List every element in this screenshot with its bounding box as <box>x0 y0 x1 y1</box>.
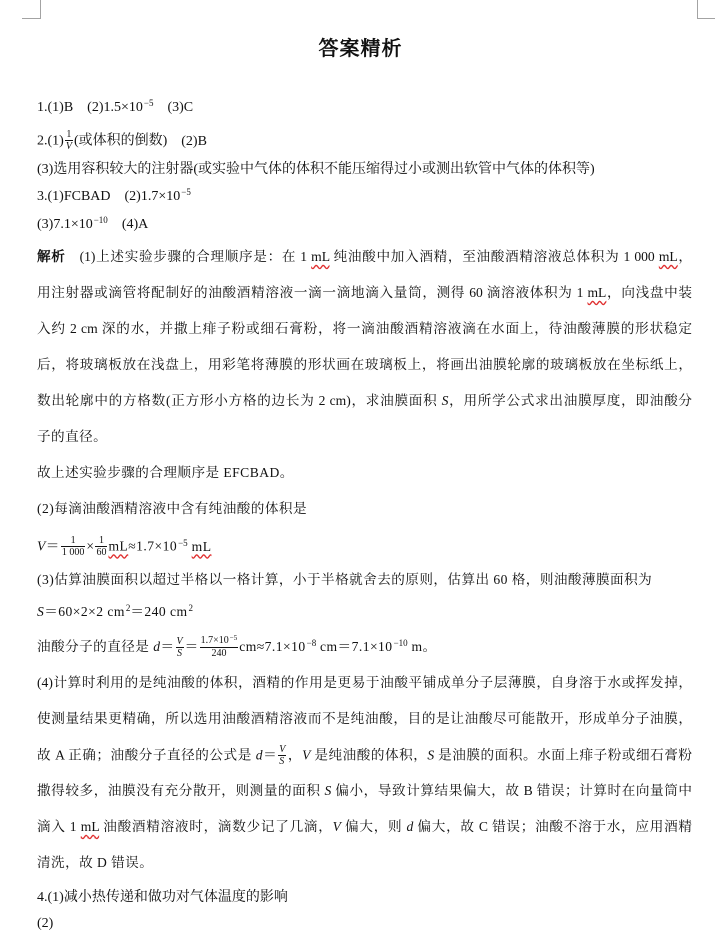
exponent: −10 <box>393 638 408 649</box>
analysis-line-3-text: 入约 2 cm 深的水，并撒上痱子粉或细石膏粉，将一滴油酸酒精溶液滴在水面上，待油酸薄膜的形状稳定 <box>37 321 692 336</box>
approx-value: ≈1.7×10 <box>128 538 178 554</box>
answer-line-q2 <box>37 130 207 150</box>
exponent: 2 <box>188 603 194 613</box>
symbol-v: V <box>302 747 311 763</box>
fraction-volume-over-area <box>200 635 239 659</box>
exponent: −8 <box>306 638 317 649</box>
q3-part-2 <box>125 189 191 204</box>
fraction-numerator: 1 <box>95 535 107 547</box>
analysis-line-17-text: 滴入 1 <box>37 819 81 834</box>
q3-part-4: (4)A <box>121 217 149 232</box>
symbol-s: S <box>441 393 449 408</box>
analysis-line-3 <box>37 319 692 339</box>
fraction-1-over-60 <box>95 535 107 558</box>
analysis-label: 解析 <box>37 249 66 265</box>
analysis-line-1-text: ， <box>677 249 693 264</box>
analysis-line-8-text: (2)每滴油酸酒精溶液中含有纯油酸的体积是 <box>37 501 307 516</box>
q3-part-2-base: (2)1.7×10 <box>124 189 181 204</box>
analysis-line-15-text: ， <box>287 747 303 763</box>
analysis-line-16 <box>37 781 692 801</box>
analysis-line-14-text: 使测量结果更精确，所以选用油酸酒精溶液而不是纯油酸，目的是让油酸尽可能散开，形成单分子油膜， <box>37 711 692 726</box>
formula-text: cm＝7.1×10 <box>316 639 393 655</box>
times-sign: × <box>86 538 95 554</box>
crop-mark-top-right-horizontal <box>697 18 715 19</box>
analysis-line-1 <box>37 247 692 267</box>
analysis-line-14 <box>37 709 692 729</box>
fraction-numerator: 1 <box>66 129 72 140</box>
equals-sign: ＝ <box>262 747 278 763</box>
fraction-v-over-s <box>176 636 184 659</box>
analysis-line-5 <box>37 391 692 411</box>
analysis-line-7 <box>37 463 692 483</box>
q2-part-2: (2)B <box>181 133 207 149</box>
page-title: 答案精析 <box>318 36 403 60</box>
fraction-numerator <box>200 635 239 648</box>
symbol-v: V <box>37 538 46 554</box>
fraction-1-over-1000 <box>61 535 86 558</box>
formula-text: cm≈7.1×10 <box>239 639 306 655</box>
analysis-line-17-text: 偏大，故 C 错误；油酸不溶于水，应用酒精 <box>413 819 693 834</box>
q1-part-1: 1.(1)B <box>37 100 74 115</box>
analysis-line-1-text: 纯油酸中加入酒精，至油酸酒精溶液总体积为 1 000 <box>329 249 659 264</box>
analysis-line-18-text: 清洗，故 D 错误。 <box>37 855 154 870</box>
symbol-s: S <box>324 783 332 798</box>
exponent: −5 <box>178 537 188 548</box>
formula-text: ＝60×2×2 cm <box>44 604 125 619</box>
crop-mark-top-left-horizontal <box>22 18 41 19</box>
analysis-line-8 <box>37 499 692 519</box>
analysis-line-13-text: (4)计算时利用的是纯油酸的体积，酒精的作用是更易于油酸平铺成单分子层薄膜，自身溶于水或挥发掉， <box>37 675 692 690</box>
analysis-line-15-text: 是纯油酸的体积， <box>310 747 428 763</box>
symbol-s: S <box>427 747 435 763</box>
analysis-line-1-text: (1)上述实验步骤的合理顺序是：在 1 <box>79 249 312 264</box>
fraction-denominator: V <box>65 141 72 152</box>
q3-part-3-exponent: −10 <box>93 215 108 225</box>
analysis-line-4-text: 后，将玻璃板放在浅盘上，用彩笔将薄膜的形状画在玻璃板上，将画出油膜轮廓的玻璃板放在坐标纸上， <box>37 357 692 372</box>
q2-part-1-prefix: 2.(1) <box>37 133 64 149</box>
fraction-denominator: 240 <box>211 648 227 659</box>
analysis-line-16-text: 偏小，导致计算结果偏大，故 B 错误；计算时在向量筒中 <box>331 783 692 798</box>
answer-line-q2-part-3: (3)选用容积较大的注射器(或实验中气体的体积不能压缩得过小或测出软管中气体的体积等) <box>37 162 595 177</box>
unit-ml: mL <box>108 538 129 554</box>
crop-mark-top-right-vertical <box>697 0 698 18</box>
analysis-line-5-text: 数出轮廓中的方格数(正方形小方格的边长为 2 cm)，求油膜面积 <box>37 393 442 408</box>
symbol-v: V <box>332 819 341 834</box>
symbol-d: d <box>406 819 414 834</box>
answer-line-q3 <box>37 187 191 207</box>
unit-ml: mL <box>311 249 330 264</box>
analysis-line-2 <box>37 283 692 303</box>
analysis-line-10 <box>37 570 692 590</box>
analysis-line-6-text: 子的直径。 <box>37 429 108 444</box>
analysis-line-2-text: 用注射器或滴管将配制好的油酸酒精溶液一滴一滴地滴入量筒，测得 60 滴溶液体积为 1 <box>37 285 588 300</box>
analysis-line-2-text: ，向浅盘中装 <box>606 285 693 300</box>
formula-text: m。 <box>407 639 437 655</box>
analysis-line-9-formula <box>37 536 692 556</box>
q2-part-1-suffix: (或体积的倒数) <box>73 133 168 149</box>
fraction-v-over-s <box>278 744 286 767</box>
formula-text: ＝240 cm <box>130 604 188 619</box>
analysis-line-10-text: (3)估算油膜面积以超过半格以一格计算，小于半格就舍去的原则，估算出 60 格，则油酸薄膜面积为 <box>37 572 653 587</box>
fraction-denominator: 60 <box>96 547 107 558</box>
answer-line-q4: 4.(1)减小热传递和做功对气体温度的影响 <box>37 890 288 905</box>
analysis-line-15 <box>37 745 692 765</box>
symbol-s: S <box>37 604 45 619</box>
fraction-denominator: S <box>177 647 183 659</box>
fraction-numerator: V <box>176 635 183 647</box>
analysis-line-15-text: 是油膜的面积。水面上痱子粉或细石膏粉 <box>434 747 693 763</box>
q1-part-3: (3)C <box>167 100 194 115</box>
analysis-line-4 <box>37 355 692 375</box>
analysis-line-7-text: 故上述实验步骤的合理顺序是 EFCBAD。 <box>37 465 294 480</box>
analysis-line-16-text: 撒得较多，油膜没有充分散开，则测量的面积 <box>37 783 325 798</box>
crop-mark-top-left-vertical <box>40 0 41 18</box>
answer-line-q1 <box>37 98 193 118</box>
q1-part-2-base: (2)1.5×10 <box>87 100 143 115</box>
symbol-d: d <box>153 639 161 655</box>
unit-ml: mL <box>658 249 678 264</box>
answer-line-q3-cont <box>37 215 148 235</box>
q3-part-3 <box>37 217 108 232</box>
analysis-line-15-text: 故 A 正确；油酸分子直径的公式是 <box>37 747 256 763</box>
analysis-line-13 <box>37 673 692 693</box>
equals-sign: ＝ <box>160 639 175 655</box>
analysis-line-5-text: ，用所学公式求出油膜厚度，即油酸分 <box>448 393 693 408</box>
q1-part-2-exponent: −5 <box>143 98 154 108</box>
q3-part-3-base: (3)7.1×10 <box>37 217 93 232</box>
analysis-line-18 <box>37 853 692 873</box>
symbol-d: d <box>255 747 263 763</box>
unit-ml: mL <box>80 819 100 834</box>
analysis-line-12-formula <box>37 634 692 659</box>
q2-fraction <box>65 129 73 152</box>
analysis-line-17-text: 油酸酒精溶液时，滴数少记了几滴， <box>99 819 333 834</box>
fraction-numerator: V <box>279 744 286 755</box>
numerator-base: 1.7×10 <box>200 635 229 646</box>
equals-sign: ＝ <box>184 639 199 655</box>
unit-ml: mL <box>587 285 607 300</box>
answer-line-q4-part-2: (2) <box>37 916 54 931</box>
analysis-line-11-formula <box>37 602 692 622</box>
analysis-line-6 <box>37 427 692 447</box>
q3-part-1: 3.(1)FCBAD <box>37 189 111 204</box>
analysis-line-17-text: 偏大，则 <box>340 819 407 834</box>
fraction-denominator: S <box>279 756 285 767</box>
analysis-line-12-text: 油酸分子的直径是 <box>37 639 154 655</box>
q1-part-2 <box>87 100 153 115</box>
exponent: 2 <box>125 603 131 613</box>
fraction-denominator: 1 000 <box>61 547 85 558</box>
exponent: −5 <box>229 634 238 642</box>
q3-part-2-exponent: −5 <box>181 187 191 197</box>
equals-sign: ＝ <box>45 538 60 554</box>
fraction-numerator: 1 <box>61 535 86 547</box>
analysis-line-17 <box>37 817 692 837</box>
unit-ml: mL <box>191 538 212 554</box>
